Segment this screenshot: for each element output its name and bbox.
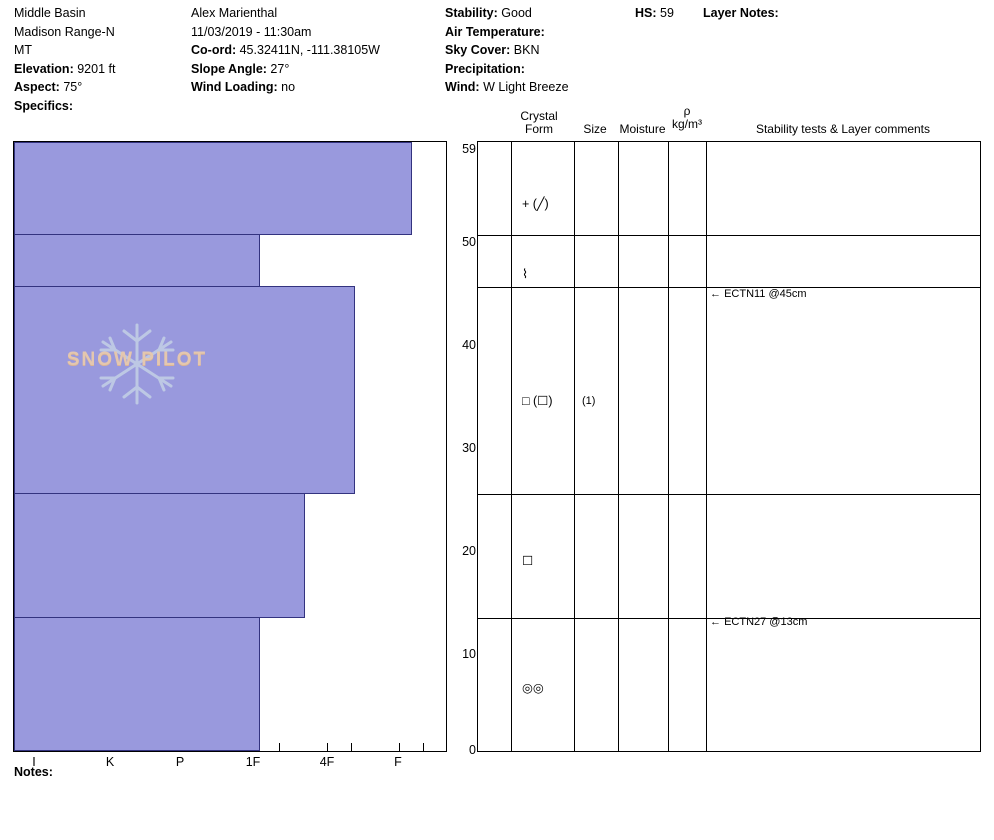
- arrow-left-icon: ←: [710, 288, 721, 300]
- crystal-form-layer-1: + (╱): [522, 197, 549, 211]
- snowpilot-watermark: [52, 319, 222, 409]
- layer-boundary-25cm: [478, 494, 980, 495]
- sky-cover-label: Sky Cover:: [445, 43, 511, 57]
- elevation-row: [14, 60, 115, 79]
- aspect-row: [14, 78, 115, 97]
- slope-angle-value: 27°: [270, 61, 290, 76]
- stability-test-comment-ectn11: ← ECTN11 @45cm: [710, 288, 807, 300]
- depth-tick-label: 0: [469, 743, 476, 757]
- header-conditions-block: [445, 4, 569, 97]
- watermark-text: SNOW PILOT: [66, 349, 208, 370]
- wind-row: [445, 78, 569, 97]
- column-title-crystal-size: Size: [583, 122, 607, 136]
- wind-loading-row: [191, 78, 380, 97]
- stability-row: [445, 4, 569, 23]
- elevation-value: 9201 ft: [77, 61, 116, 76]
- layer-boundary-50cm: [478, 235, 980, 236]
- hardness-label-1f: 1F: [245, 755, 261, 769]
- crystal-form-layer-5: ◎◎: [522, 681, 544, 695]
- column-title-moisture: Moisture: [619, 122, 666, 136]
- hardness-label-k: K: [105, 755, 115, 769]
- crystal-form-layer-2: ⌇: [522, 267, 529, 281]
- stability-test-comment-ectn27: ← ECTN27 @13cm: [710, 616, 808, 628]
- header-location-block: [14, 4, 115, 115]
- plot-xtick: [399, 743, 400, 751]
- specifics-label: Specifics:: [14, 98, 74, 113]
- sky-cover-row: [445, 41, 569, 60]
- stability-label: Stability:: [445, 6, 498, 20]
- elevation-label: Elevation:: [14, 61, 74, 76]
- specifics-row: [14, 97, 115, 116]
- stability-value: Good: [501, 6, 532, 20]
- observer-name: Alex Marienthal: [191, 6, 278, 20]
- aspect-value: 75°: [63, 80, 83, 94]
- wind-value: W Light Breeze: [483, 80, 569, 94]
- hardness-bar-layer-5: [14, 617, 260, 751]
- hs-row: [635, 4, 674, 23]
- depth-tick-label: 59: [462, 142, 476, 156]
- column-title-crystal-form: Crystal Form: [520, 109, 558, 136]
- header-layer-notes-block: [703, 4, 779, 23]
- layer-table: [477, 141, 981, 752]
- hardness-label-4f: 4F: [319, 755, 335, 769]
- plot-xtick: [327, 743, 328, 751]
- slope-angle-row: [191, 60, 380, 79]
- hardness-bar-layer-1: [14, 142, 412, 235]
- plot-xtick: [279, 743, 280, 751]
- slope-angle-label: Slope Angle:: [191, 61, 267, 76]
- plot-xtick: [423, 743, 424, 751]
- grain-size-layer-3: (1): [582, 395, 596, 407]
- wind-label: Wind:: [445, 80, 480, 94]
- crystal-form-layer-3: □ (☐): [522, 394, 553, 408]
- hardness-bar-layer-2: [14, 234, 260, 287]
- depth-tick-label: 30: [462, 441, 476, 455]
- mountain-range: Madison Range-N: [14, 24, 115, 39]
- plot-xtick: [351, 743, 352, 751]
- wind-loading-value: no: [281, 80, 296, 94]
- coordinates-row: [191, 41, 380, 60]
- arrow-left-icon: ←: [710, 616, 721, 628]
- hs-label: HS:: [635, 6, 657, 20]
- grid-divider: [706, 142, 707, 751]
- precipitation-row: [445, 60, 569, 79]
- hs-value: 59: [660, 6, 674, 20]
- column-title-density: ρ kg/m³: [672, 104, 702, 131]
- notes-label: Notes:: [14, 765, 53, 779]
- crystal-form-layer-4: ☐: [522, 554, 534, 568]
- site-name: Middle Basin: [14, 6, 86, 20]
- header-hs-block: [635, 4, 674, 23]
- hardness-label-f: F: [394, 755, 402, 769]
- depth-axis: [448, 135, 476, 760]
- coordinates-value: 45.32411N, -111.38105W: [239, 43, 380, 57]
- observation-datetime: 11/03/2019 - 11:30am: [191, 24, 312, 39]
- air-temperature-row: [445, 23, 569, 42]
- hardness-profile-plot: [13, 141, 447, 752]
- grid-divider: [668, 142, 669, 751]
- wind-loading-label: Wind Loading:: [191, 80, 278, 94]
- depth-tick-label: 40: [462, 338, 476, 352]
- hardness-bar-layer-4: [14, 493, 305, 618]
- grid-divider: [574, 142, 575, 751]
- column-title-stability-tests: Stability tests & Layer comments: [755, 122, 931, 136]
- depth-tick-label: 10: [462, 647, 476, 661]
- grid-divider: [618, 142, 619, 751]
- hardness-label-p: P: [175, 755, 185, 769]
- depth-tick-label: 50: [462, 235, 476, 249]
- aspect-label: Aspect:: [14, 80, 60, 94]
- hardness-label-i: I: [32, 755, 36, 769]
- layer-notes-label: Layer Notes:: [703, 6, 779, 20]
- precipitation-label: Precipitation:: [445, 61, 525, 76]
- air-temperature-label: Air Temperature:: [445, 24, 545, 39]
- sky-cover-value: BKN: [513, 43, 540, 57]
- coordinates-label: Co-ord:: [191, 43, 237, 57]
- state: MT: [14, 43, 33, 57]
- depth-tick-label: 20: [462, 544, 476, 558]
- grid-divider: [511, 142, 512, 751]
- header-observation-block: [191, 4, 380, 97]
